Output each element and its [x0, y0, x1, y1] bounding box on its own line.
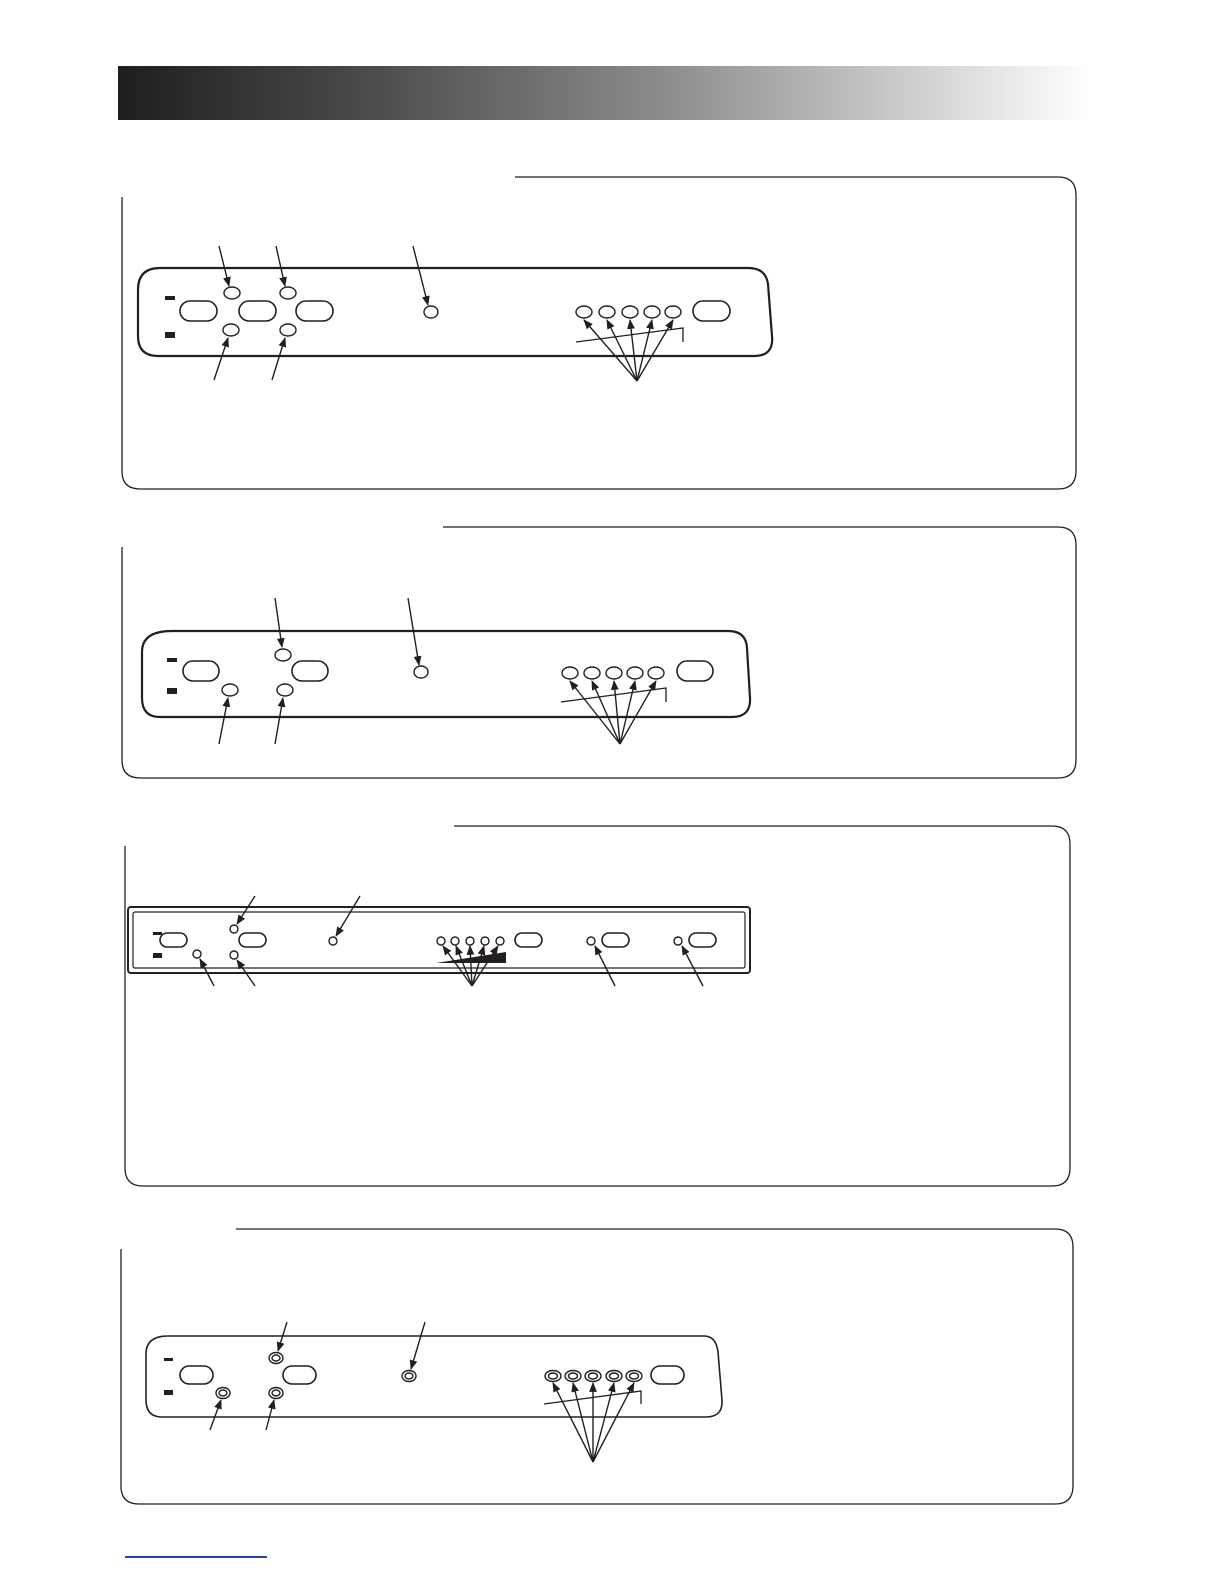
panel-3-led-a [230, 925, 238, 933]
panel-3-button-5 [689, 933, 716, 947]
panel-1-led-d [280, 324, 296, 336]
panel-1-level-leds [576, 306, 681, 318]
panel-4-button-3 [651, 1366, 684, 1384]
section-2 [122, 527, 1076, 778]
panel-3-led-c [230, 951, 238, 959]
panel-2-level-leds [562, 667, 664, 679]
panel-4-led-c [269, 1388, 283, 1399]
section-4 [121, 1229, 1073, 1504]
indicator-mark-top [153, 932, 162, 935]
panel-3-button-2 [239, 933, 266, 947]
panel-1-button-1 [180, 301, 217, 321]
panel-3-led-d [329, 937, 337, 945]
footer-link-underline[interactable] [125, 1556, 267, 1558]
panel-2-button-3 [677, 661, 713, 681]
panel-3-button-1 [160, 933, 187, 947]
panel-1-led-a [224, 287, 240, 299]
panel-3-led-f [674, 937, 682, 945]
section-4-frame [121, 1229, 1073, 1504]
indicator-mark-top [164, 1358, 173, 1361]
panel-3-button-4 [602, 933, 629, 947]
indicator-mark-top [167, 658, 177, 662]
panel-2-button-1 [183, 661, 219, 681]
panel-2-button-2 [292, 661, 328, 681]
panel-2-led-c [277, 684, 293, 696]
panel-3-led-e [587, 937, 595, 945]
panel-1-led-e [424, 306, 438, 318]
panel-1-button-3 [296, 301, 333, 321]
panel-4-button-2 [283, 1366, 316, 1384]
panel-3-button-3 [515, 933, 542, 947]
panel-4-led-d [402, 1371, 416, 1382]
panel-3-level-leds [437, 937, 504, 945]
panel-4-led-a [269, 1353, 283, 1364]
section-3-frame [125, 826, 1070, 1186]
indicator-mark-bottom [167, 688, 177, 694]
panel-4-button-1 [180, 1366, 213, 1384]
panel-1-button-4 [693, 301, 730, 321]
panel-2-led-d [414, 666, 428, 678]
indicator-mark-bottom [165, 332, 175, 338]
section-3 [125, 826, 1070, 1186]
panel-4-led-b [216, 1388, 230, 1399]
indicator-mark-bottom [153, 953, 162, 958]
panel-2-led-b [222, 684, 238, 696]
panel-2-led-a [275, 649, 291, 661]
panel-1-led-b [280, 287, 296, 299]
indicator-mark-top [165, 296, 175, 300]
panel-1-led-c [223, 324, 239, 336]
panel-1-button-2 [239, 301, 276, 321]
panel-4-level-leds [545, 1371, 642, 1382]
section-1-frame [122, 177, 1076, 489]
section-2-frame [122, 527, 1076, 778]
indicator-mark-bottom [164, 1390, 173, 1395]
panel-3-led-b [193, 950, 201, 958]
section-1 [122, 177, 1076, 489]
